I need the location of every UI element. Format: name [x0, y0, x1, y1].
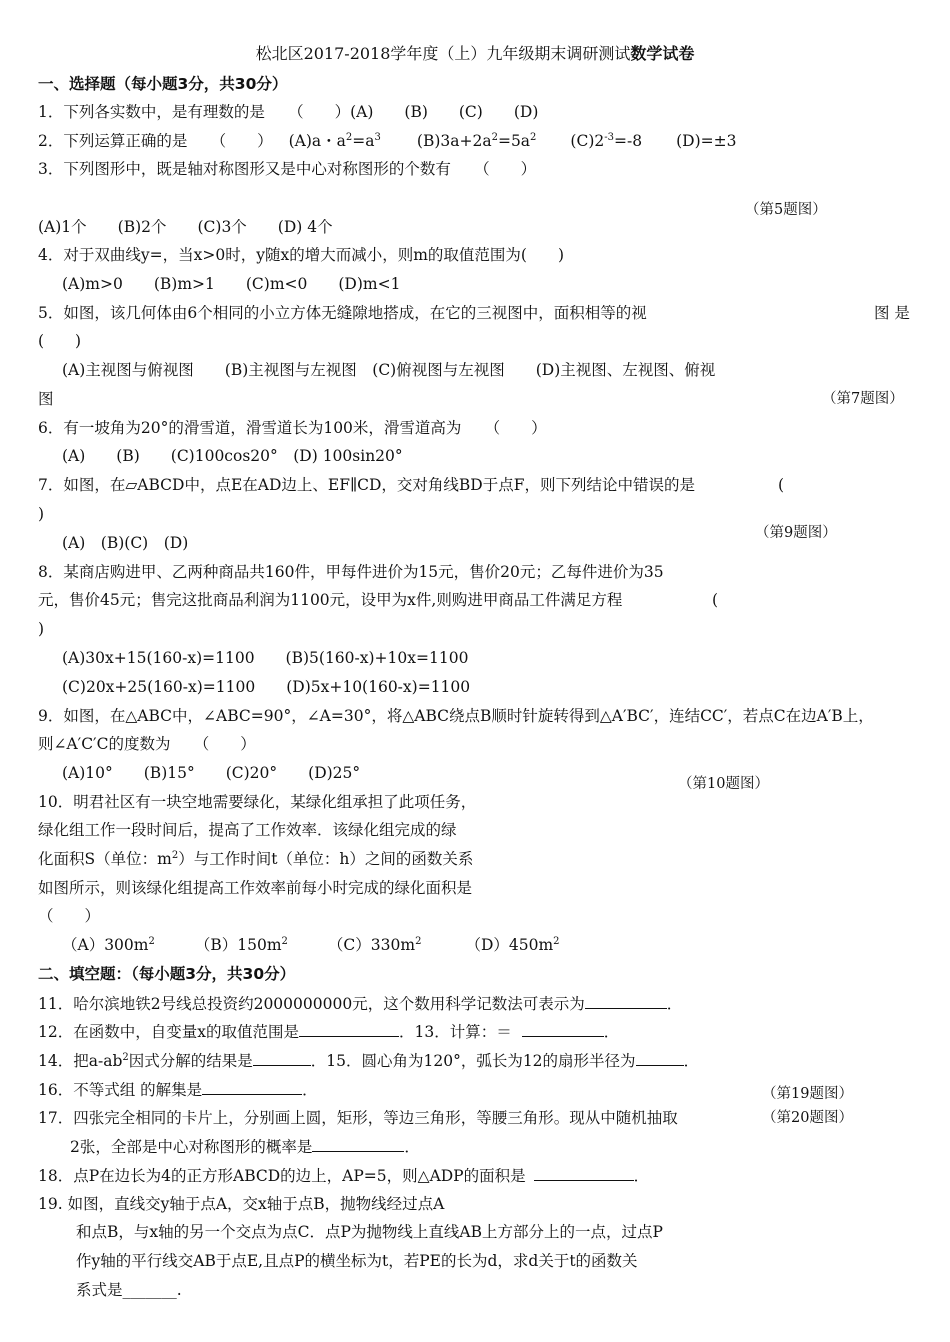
question-17-line-2: 2张，全部是中心对称图形的概率是 ．: [70, 1138, 420, 1156]
exam-title-bold: 数学试卷: [630, 44, 695, 63]
figure-10-caption: （第10题图）: [678, 776, 769, 792]
question-5-line-1-end: 图 是: [874, 304, 910, 322]
question-7-bracket-open: (: [778, 476, 785, 494]
question-8-line-1: 8．某商店购进甲、乙两种商品共160件，甲每件进价为15元，售价20元；乙每件进价为35: [38, 563, 664, 581]
figure-9-caption: （第9题图）: [755, 525, 837, 541]
section-2-heading: 二、填空题：（每小题3分，共30分）: [38, 965, 296, 983]
question-3-options: (A)1个 (B)2个 (C)3个 (D) 4个: [38, 218, 333, 236]
question-1: 1．下列各实数中，是有理数的是 （ ）(A) (B) (C) (D): [38, 103, 539, 121]
question-7-bracket-close: ): [38, 505, 45, 523]
question-5-options-end: 图: [38, 390, 54, 408]
question-10-line-3: 化面积S（单位：$m^2$）与工作时间t（单位：h）之间的函数关系: [38, 849, 474, 868]
question-8-options-1: (A)30x+15(160-x)=1100 (B)5(160-x)+10x=1100: [62, 649, 469, 667]
question-7-options: (A) (B)(C) (D): [62, 534, 189, 552]
question-10-line-4: 如图所示，则该绿化组提高工作效率前每小时完成的绿化面积是: [38, 879, 473, 897]
answer-blank-14[interactable]: [253, 1050, 311, 1066]
answer-blank-11[interactable]: [585, 993, 667, 1009]
question-8-line-2: 元，售价45元；售完这批商品利润为1100元，设甲为x件,则购进甲商品工件满足方程: [38, 591, 623, 609]
question-17-line-1: 17．四张完全相同的卡片上，分别画上圆，矩形，等边三角形，等腰三角形。现从中随机抽取: [38, 1109, 678, 1127]
question-7-line-1: 7．如图，在▱ABCD中，点E在AD边上、EF∥CD，交对角线BD于点F，则下列结论中错误的是: [38, 476, 695, 494]
question-19-line-4: 系式是_______.: [76, 1281, 182, 1299]
question-10-line-1: 10．明君社区有一块空地需要绿化，某绿化组承担了此项任务，: [38, 793, 477, 811]
question-4: 4．对于双曲线y=，当x>0时，y随x的增大而减小，则m的取值范围为( ): [38, 246, 564, 264]
question-10-line-2: 绿化组工作一段时间后，提高了工作效率．该绿化组完成的绿: [38, 821, 457, 839]
question-19-line-1: 19. 如图，直线交y轴于点A，交x轴于点B，抛物线经过点A: [38, 1195, 445, 1213]
question-12-13: 12．在函数中，自变量x的取值范围是 ．13．计算：＝ ．: [38, 1023, 620, 1041]
question-6-options: (A) (B) (C)100cos20° (D) 100sin20°: [62, 447, 403, 465]
question-8-bracket-close: ): [38, 620, 45, 638]
answer-blank-12[interactable]: [299, 1021, 399, 1037]
question-11: 11．哈尔滨地铁2号线总投资约2000000000元，这个数用科学记数法可表示为 ．: [38, 995, 683, 1013]
question-2: 2．下列运算正确的是 （ ） (A)a・$a^2=a^3$ $(B)3a+2a^2=5a^2$ $(C)2^{-3}=-8$ (D)=±3: [38, 131, 737, 150]
answer-blank-19[interactable]: _______.: [122, 1281, 182, 1299]
section-1-heading: 一、选择题（每小题3分，共30分）: [38, 75, 288, 93]
question-18: 18．点P在边长为4的正方形ABCD的边上，AP=5，则△ADP的面积是 ．: [38, 1167, 650, 1185]
question-9-line-2: 则∠A′C′C的度数为 （ ）: [38, 735, 256, 753]
answer-blank-16[interactable]: [202, 1079, 302, 1095]
question-5-line-1: 5．如图，该几何体由6个相同的小立方体无缝隙地搭成，在它的三视图中，面积相等的视: [38, 304, 647, 322]
question-14-15: 14．把$a-ab^2$因式分解的结果是 ．15．圆心角为120°，弧长为12的扇形半径为 ．: [38, 1051, 700, 1070]
question-10-bracket: （ ）: [38, 907, 101, 925]
question-6: 6．有一坡角为20°的滑雪道，滑雪道长为100米，滑雪道高为 （ ）: [38, 419, 547, 437]
figure-20-caption: （第20题图）: [762, 1110, 853, 1126]
figure-7-caption: （第7题图）: [822, 391, 904, 407]
question-16: 16．不等式组 的解集是 ．: [38, 1081, 318, 1099]
question-9-line-1: 9．如图，在△ABC中，∠ABC=90°，∠A=30°，将△ABC绕点B顺时针旋转得到△A′BC′，连结CC′，若点C在边A′B上，: [38, 707, 874, 725]
exam-title: 松北区2017-2018学年度（上）九年级期末调研测试数学试卷: [255, 44, 695, 63]
question-9-options: (A)10° (B)15° (C)20° (D)25°: [62, 764, 361, 782]
question-5-options: (A)主视图与俯视图 (B)主视图与左视图 (C)俯视图与左视图 (D)主视图、左视图、俯视: [62, 361, 716, 379]
question-19-line-2: 和点B，与x轴的另一个交点为点C．点P为抛物线上直线AB上方部分上的一点，过点P: [76, 1223, 663, 1241]
question-4-options: (A)m>0 (B)m>1 (C)m<0 (D)m<1: [62, 275, 401, 293]
answer-blank-18[interactable]: [534, 1165, 634, 1181]
question-8-bracket-open: (: [712, 591, 719, 609]
question-8-options-2: (C)20x+25(160-x)=1100 (D)5x+10(160-x)=1100: [62, 678, 471, 696]
answer-blank-17[interactable]: [312, 1136, 404, 1152]
figure-5-caption: （第5题图）: [745, 202, 827, 218]
answer-blank-15[interactable]: [636, 1050, 684, 1066]
figure-19-caption: （第19题图）: [762, 1086, 853, 1102]
question-3: 3．下列图形中，既是轴对称图形又是中心对称图形的个数有 （ ）: [38, 160, 537, 178]
question-10-options: $(A)300m^2$ $(B)150m^2$ $(C)330m^2$ $(D)450m^2$: [62, 935, 560, 954]
answer-blank-13[interactable]: [522, 1021, 604, 1037]
question-5-bracket: ( ): [38, 332, 82, 350]
question-19-line-3: 作y轴的平行线交AB于点E,且点P的横坐标为t，若PE的长为d，求d关于t的函数关: [76, 1252, 638, 1270]
